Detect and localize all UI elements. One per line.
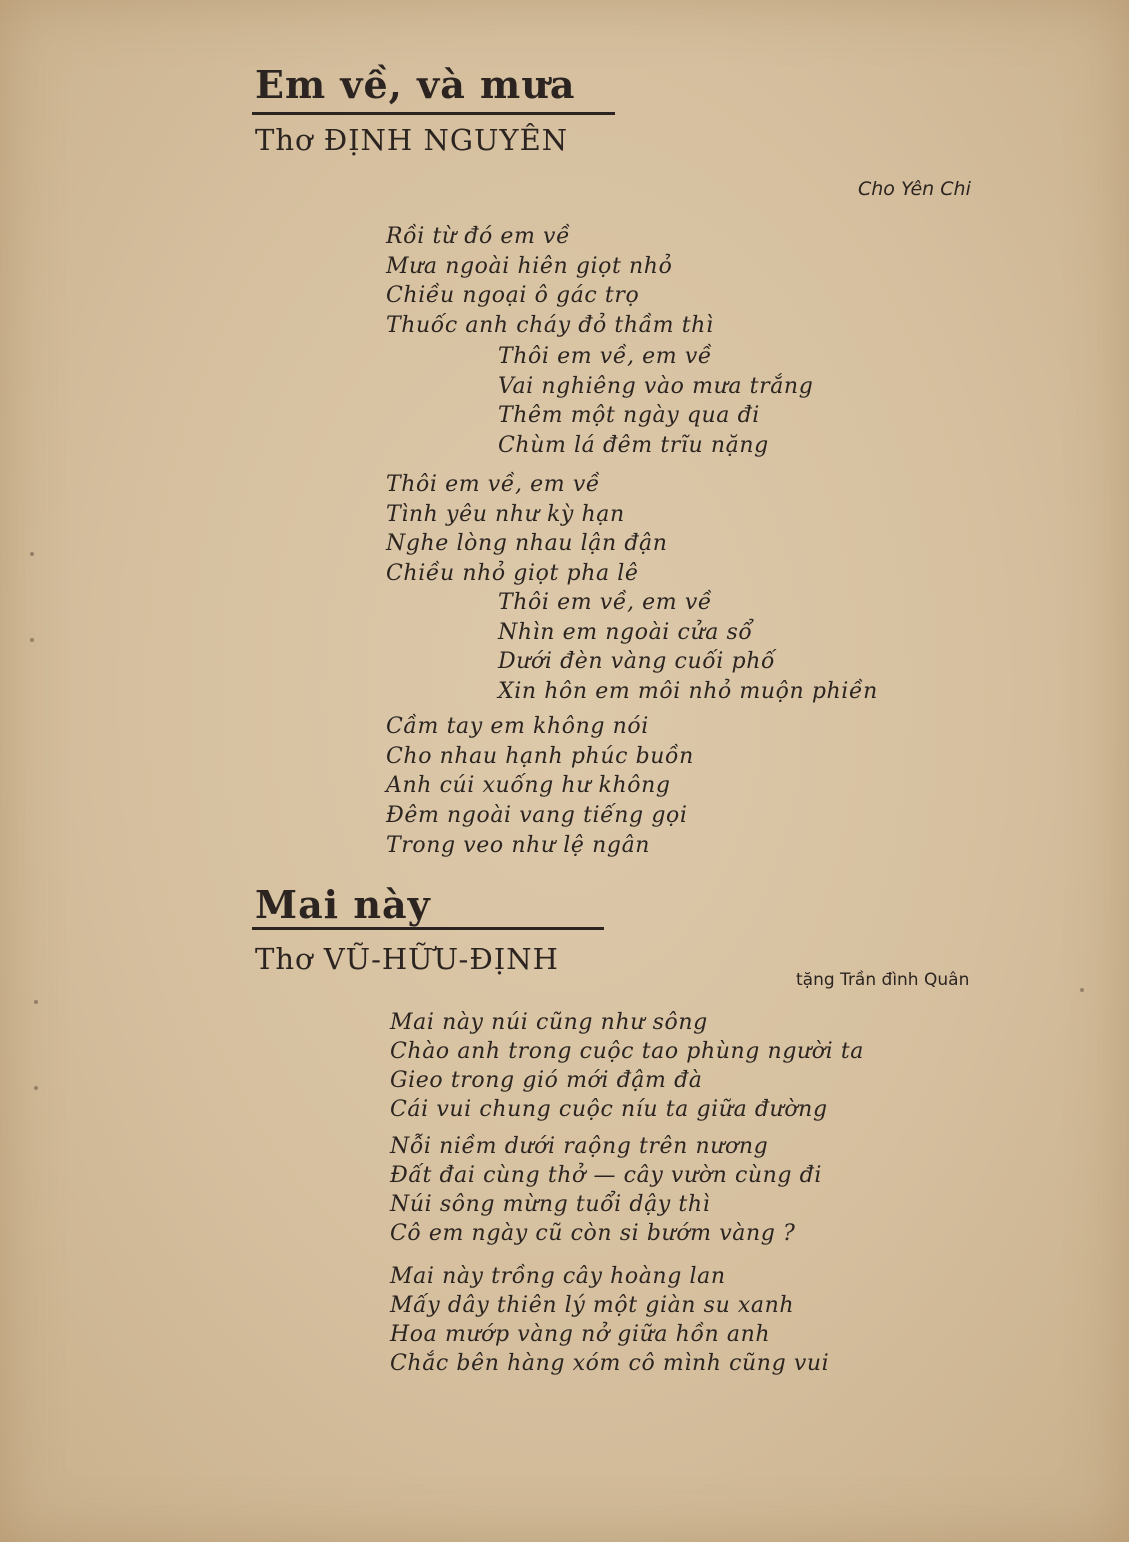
- poem-line: Anh cúi xuống hư không: [386, 773, 671, 799]
- stanza: [390, 1132, 822, 1248]
- poem-line: Thôi em về, em về: [386, 472, 600, 497]
- poem-line: Xin hôn em môi nhỏ muộn phiền: [498, 679, 878, 705]
- poem-line: Hoa mướp vàng nở giữa hồn anh: [390, 1322, 771, 1347]
- poem-line: Cái vui chung cuộc níu ta giữa đường: [390, 1097, 828, 1122]
- poem-line: Mai này trồng cây hoàng lan: [390, 1264, 726, 1289]
- stanza: [386, 222, 714, 341]
- poem-line: Cho nhau hạnh phúc buồn: [386, 743, 694, 769]
- poem-line: Nỗi niềm dưới raộng trên nương: [390, 1134, 769, 1159]
- stanza: [386, 470, 668, 589]
- poem-line: Thêm một ngày qua đi: [498, 403, 760, 429]
- stanza: [498, 342, 813, 461]
- poem-dedication: Cho Yên Chi: [858, 178, 971, 200]
- poem-line: Trong veo như lệ ngân: [386, 832, 651, 858]
- poem-line: Chiều ngoại ô gác trọ: [386, 283, 640, 309]
- poem-line: Cầm tay em không nói: [386, 714, 649, 739]
- poem-line: Đêm ngoài vang tiếng gọi: [386, 803, 688, 829]
- poem-byline: Thơ ĐỊNH NGUYÊN: [255, 123, 569, 157]
- stanza: [386, 712, 694, 861]
- poem-line: Chùm lá đêm trĩu nặng: [498, 433, 769, 459]
- poem-line: Cô em ngày cũ còn si bướm vàng ?: [390, 1221, 796, 1246]
- poem-title: Mai này: [255, 882, 431, 927]
- poem-line: Mai này núi cũng như sông: [390, 1010, 708, 1035]
- title-underline: [252, 927, 604, 930]
- stanza: [390, 1008, 864, 1124]
- poem-line: Chắc bên hàng xóm cô mình cũng vui: [390, 1351, 830, 1376]
- poem-line: Dưới đèn vàng cuối phố: [498, 649, 776, 675]
- paper-speck: [34, 1086, 38, 1090]
- poem-line: Vai nghiêng vào mưa trắng: [498, 373, 814, 399]
- poem-line: Thôi em về, em về: [498, 344, 712, 369]
- paper-speck: [34, 1000, 38, 1004]
- poem-line: Thuốc anh cháy đỏ thầm thì: [386, 313, 714, 339]
- poem-line: Gieo trong gió mới đậm đà: [390, 1068, 703, 1093]
- poem-line: Núi sông mừng tuổi dậy thì: [390, 1192, 711, 1217]
- poem-line: Nhìn em ngoài cửa sổ: [498, 619, 753, 645]
- paper-speck: [30, 638, 34, 642]
- poem-line: Rồi từ đó em về: [386, 224, 571, 249]
- poem-line: Đất đai cùng thở — cây vườn cùng đi: [390, 1163, 822, 1188]
- poem-line: Chào anh trong cuộc tao phùng người ta: [390, 1039, 865, 1064]
- stanza: [390, 1262, 829, 1378]
- poem-line: Nghe lòng nhau lận đận: [386, 531, 668, 557]
- poem-dedication: tặng Trần đình Quân: [796, 970, 970, 990]
- title-underline: [252, 112, 615, 115]
- poem-line: Tình yêu như kỳ hạn: [386, 501, 625, 527]
- paper-speck: [1080, 988, 1084, 992]
- poem-line: Thôi em về, em về: [498, 590, 712, 615]
- poem-line: Chiều nhỏ giọt pha lê: [386, 561, 639, 587]
- poem-byline: Thơ VŨ-HỮU-ĐỊNH: [255, 942, 559, 976]
- poem-line: Mưa ngoài hiên giọt nhỏ: [386, 253, 673, 279]
- poem-title: Em về, và mưa: [255, 62, 576, 107]
- poem-line: Mấy dây thiên lý một giàn su xanh: [390, 1293, 795, 1318]
- paper-speck: [30, 552, 34, 556]
- stanza: [498, 588, 878, 707]
